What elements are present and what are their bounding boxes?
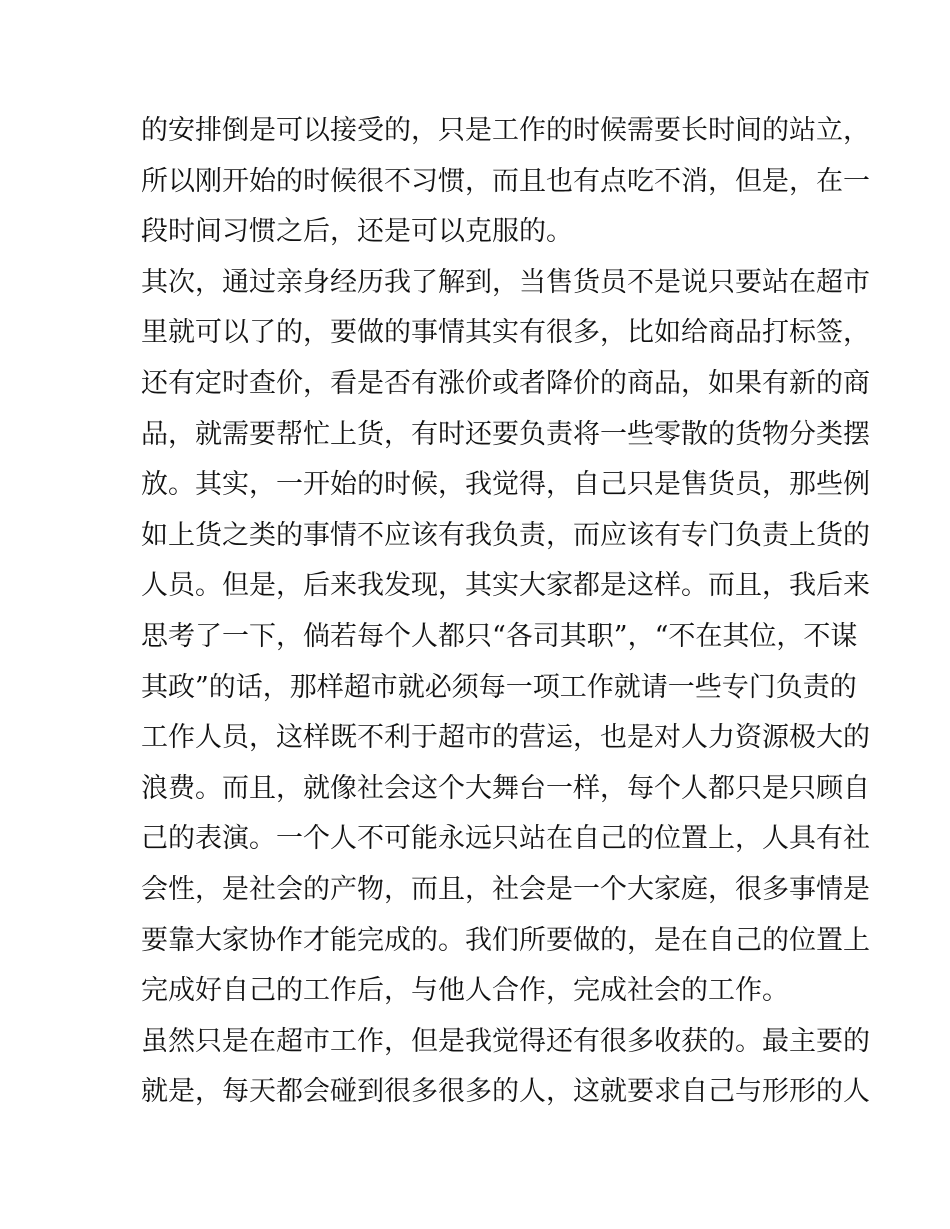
text-line: 品，就需要帮忙上货，有时还要负责将一些零散的货物分类摆	[141, 418, 870, 450]
text-line: 工作人员，这样既不利于超市的营运，也是对人力资源极大的	[141, 722, 870, 754]
text-line: 思考了一下，倘若每个人都只“各司其职”，“不在其位，不谋	[141, 620, 858, 652]
text-line: 段时间习惯之后，还是可以克服的。	[141, 216, 573, 248]
text-line: 就是，每天都会碰到很多很多的人，这就要求自己与形形的人	[141, 1076, 870, 1108]
text-line: 里就可以了的，要做的事情其实有很多，比如给商品打标签，	[141, 317, 870, 349]
text-line: 完成好自己的工作后，与他人合作，完成社会的工作。	[141, 975, 789, 1007]
text-line: 放。其实，一开始的时候，我觉得，自己只是售货员，那些例	[141, 469, 870, 501]
text-line: 浪费。而且，就像社会这个大舞台一样，每个人都只是只顾自	[141, 772, 870, 804]
text-line: 还有定时查价，看是否有涨价或者降价的商品，如果有新的商	[141, 367, 870, 399]
text-line: 其政”的话，那样超市就必须每一项工作就请一些专门负责的	[141, 671, 857, 703]
text-line: 己的表演。一个人不可能永远只站在自己的位置上，人具有社	[141, 823, 870, 855]
text-line: 人员。但是，后来我发现，其实大家都是这样。而且，我后来	[141, 570, 870, 602]
text-line: 会性，是社会的产物，而且，社会是一个大家庭，很多事情是	[141, 873, 870, 905]
text-line: 的安排倒是可以接受的，只是工作的时候需要长时间的站立，	[141, 115, 870, 146]
text-line: 其次，通过亲身经历我了解到，当售货员不是说只要站在超市	[141, 266, 870, 298]
body-text	[141, 106, 870, 1118]
text-line: 所以刚开始的时候很不习惯，而且也有点吃不消，但是，在一	[141, 165, 870, 197]
text-line: 虽然只是在超市工作，但是我觉得还有很多收获的。最主要的	[141, 1025, 870, 1057]
text-line: 要靠大家协作才能完成的。我们所要做的，是在自己的位置上	[141, 924, 870, 956]
text-line: 如上货之类的事情不应该有我负责，而应该有专门负责上货的	[141, 519, 870, 551]
